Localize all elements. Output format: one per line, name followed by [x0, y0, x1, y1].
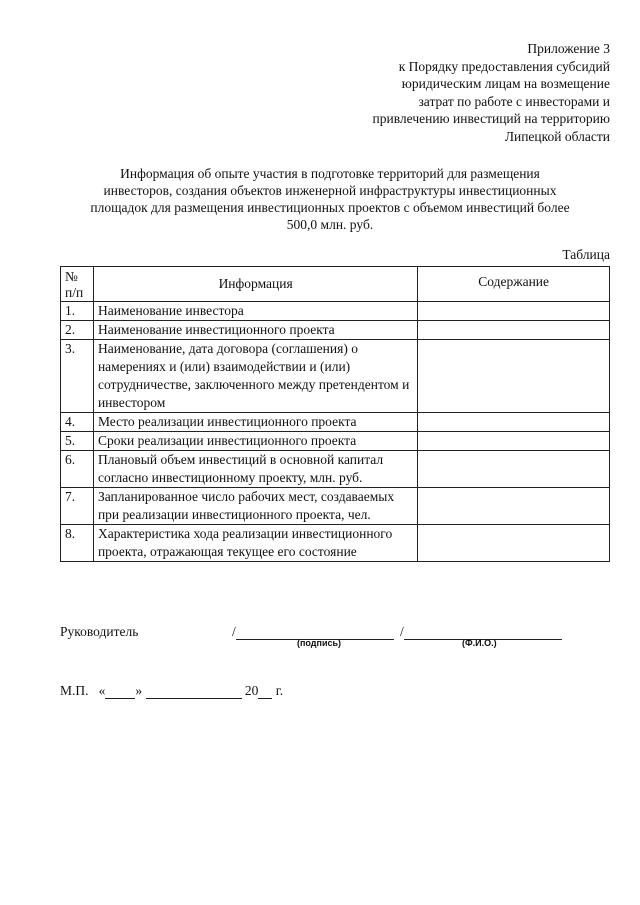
title-line: инвесторов, создания объектов инженерной инфраструктуры инвестиционных [103, 183, 557, 198]
month-field[interactable] [146, 685, 242, 699]
row-info: Наименование, дата договора (соглашения) о намерениях и (или) взаимодействии и (или) сотрудничестве, заключенного между претендентом и инвестором [93, 340, 417, 413]
header-num-line2: п/п [65, 285, 84, 300]
row-num: 8. [61, 525, 94, 562]
row-info: Сроки реализации инвестиционного проекта [93, 432, 417, 451]
signature-block [60, 624, 580, 654]
document-title [60, 165, 600, 233]
table-header-row [61, 267, 610, 302]
row-content[interactable] [418, 321, 610, 340]
stamp-date-line [60, 683, 283, 699]
slash-separator: / [400, 624, 404, 639]
row-content[interactable] [418, 413, 610, 432]
row-info: Место реализации инвестиционного проекта [93, 413, 417, 432]
table-row [61, 340, 610, 413]
row-num: 1. [61, 302, 94, 321]
row-content[interactable] [418, 340, 610, 413]
row-info: Наименование инвестора [93, 302, 417, 321]
row-num: 4. [61, 413, 94, 432]
open-quote: « [98, 683, 106, 698]
header-num-line1: № [65, 269, 78, 284]
info-table [60, 266, 610, 562]
row-num: 7. [61, 488, 94, 525]
close-quote: » [135, 683, 143, 698]
row-content[interactable] [418, 302, 610, 321]
annex-line: затрат по работе с инвесторами и [418, 93, 610, 109]
title-line: Информация об опыте участия в подготовке территорий для размещения [120, 166, 540, 181]
table-row [61, 432, 610, 451]
table-row [61, 302, 610, 321]
row-info: Наименование инвестиционного проекта [93, 321, 417, 340]
row-content[interactable] [418, 525, 610, 562]
row-info: Характеристика хода реализации инвестиционного проекта, отражающая текущее его состояние [93, 525, 417, 562]
name-hint: (Ф.И.О.) [462, 638, 497, 648]
table-row [61, 321, 610, 340]
row-content[interactable] [418, 432, 610, 451]
row-num: 5. [61, 432, 94, 451]
title-line: площадок для размещения инвестиционных проектов с объемом инвестиций более [90, 200, 570, 215]
row-content[interactable] [418, 488, 610, 525]
header-content: Содержание [418, 267, 610, 302]
annex-header [373, 40, 610, 145]
annex-line: к Порядку предоставления субсидий [398, 58, 610, 74]
slash-separator: / [232, 624, 236, 639]
row-info: Запланированное число рабочих мест, создаваемых при реализации инвестиционного проекта, чел. [93, 488, 417, 525]
title-line: 500,0 млн. руб. [286, 217, 374, 232]
row-content[interactable] [418, 451, 610, 488]
year-suffix: г. [275, 683, 284, 698]
year-field[interactable] [258, 685, 272, 699]
header-info: Информация [93, 267, 417, 302]
row-num: 6. [61, 451, 94, 488]
row-num: 3. [61, 340, 94, 413]
header-num [61, 267, 94, 302]
signature-hint: (подпись) [297, 638, 342, 648]
annex-line: Липецкой области [504, 128, 610, 144]
table-caption: Таблица [562, 247, 610, 262]
row-info: Плановый объем инвестиций в основной капитал согласно инвестиционному проекту, млн. руб. [93, 451, 417, 488]
year-prefix: 20 [244, 683, 259, 698]
head-label: Руководитель [60, 624, 139, 639]
row-num: 2. [61, 321, 94, 340]
stamp-label: М.П. [60, 683, 89, 698]
table-row [61, 451, 610, 488]
table-row [61, 525, 610, 562]
table-row [61, 488, 610, 525]
table-row [61, 413, 610, 432]
day-field[interactable] [105, 685, 135, 699]
annex-line: юридическим лицам на возмещение [401, 76, 610, 91]
annex-line: Приложение 3 [527, 41, 610, 56]
annex-line: привлечению инвестиций на территорию [372, 111, 610, 126]
